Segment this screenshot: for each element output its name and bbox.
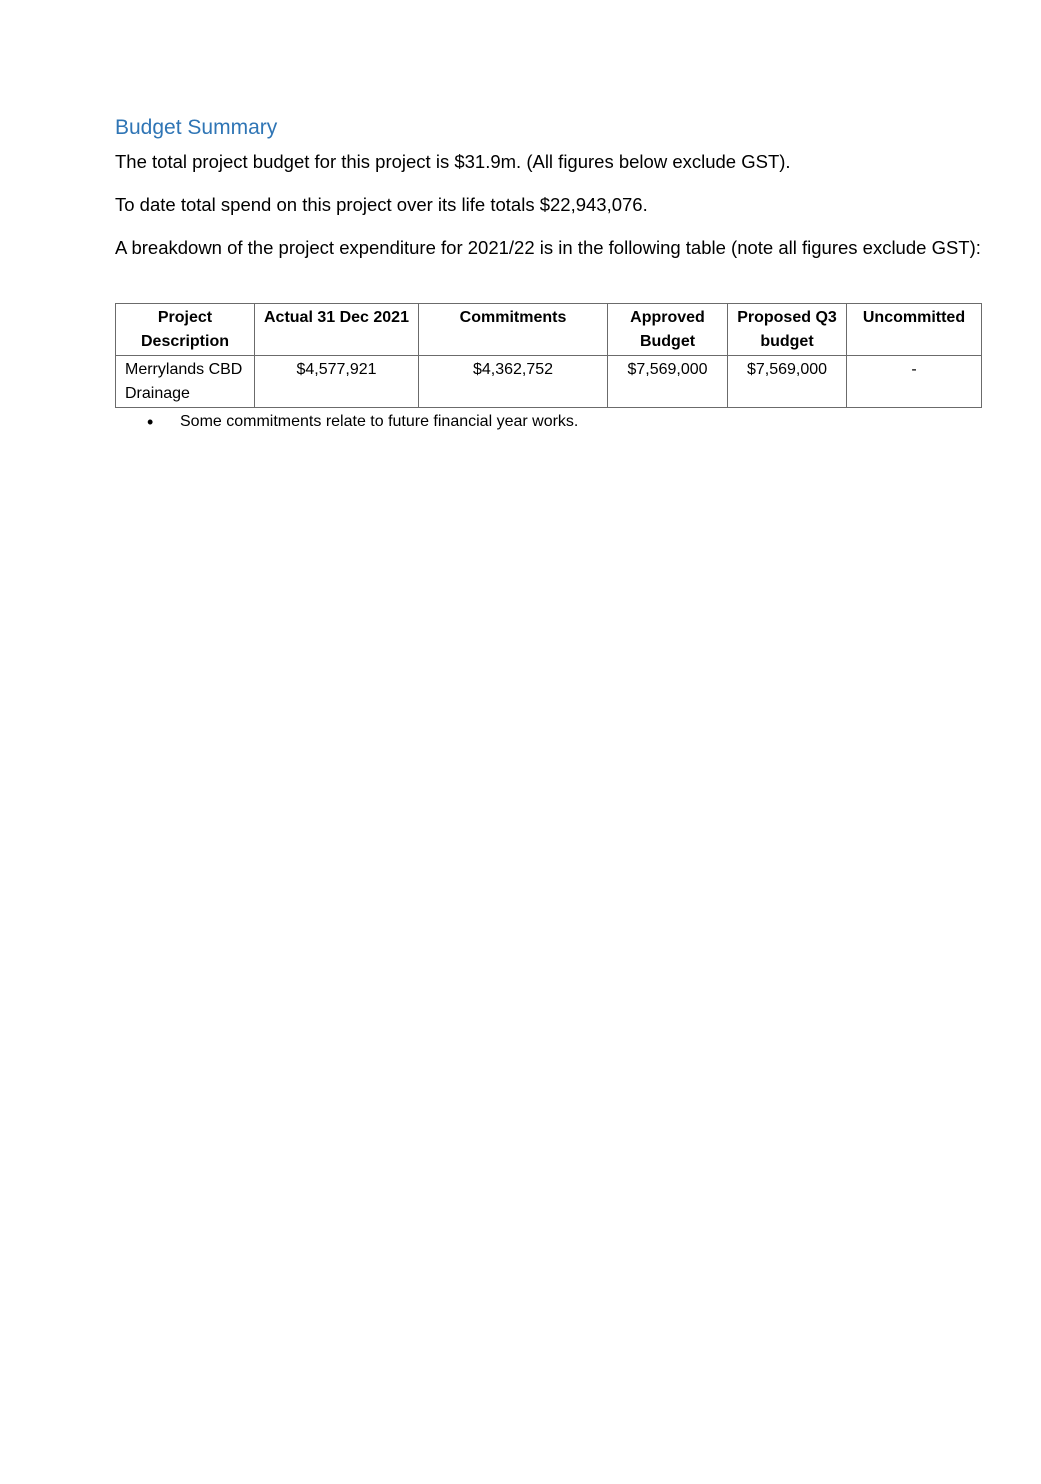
- note-text: Some commitments relate to future financial year works.: [180, 413, 579, 430]
- list-item: [115, 410, 981, 434]
- notes-list: [115, 410, 981, 434]
- header-project-description: Project Description: [116, 304, 255, 356]
- total-spend-paragraph: To date total spend on this project over its life totals $22,943,076.: [115, 194, 648, 215]
- cell-actual: $4,577,921: [255, 356, 419, 408]
- cell-approved-budget: $7,569,000: [608, 356, 728, 408]
- expenditure-table: [115, 303, 982, 408]
- header-commitments: Commitments: [419, 304, 608, 356]
- total-budget-paragraph: The total project budget for this project is $31.9m. (All figures below exclude GST).: [115, 151, 791, 172]
- budget-summary-section: [115, 114, 981, 434]
- cell-project-description: Merrylands CBD Drainage: [116, 356, 255, 408]
- cell-proposed-q3-budget: $7,569,000: [728, 356, 847, 408]
- bullet-icon: •: [147, 412, 154, 432]
- section-heading: Budget Summary: [115, 116, 278, 139]
- header-approved-budget: Approved Budget: [608, 304, 728, 356]
- header-uncommitted: Uncommitted: [847, 304, 982, 356]
- table-row: [116, 356, 982, 408]
- table-header-row: [116, 304, 982, 356]
- breakdown-intro-paragraph: A breakdown of the project expenditure for 2021/22 is in the following table (note all figures exclude GST):: [115, 237, 981, 258]
- cell-uncommitted: -: [847, 356, 982, 408]
- header-proposed-q3-budget: Proposed Q3 budget: [728, 304, 847, 356]
- cell-commitments: $4,362,752: [419, 356, 608, 408]
- header-actual: Actual 31 Dec 2021: [255, 304, 419, 356]
